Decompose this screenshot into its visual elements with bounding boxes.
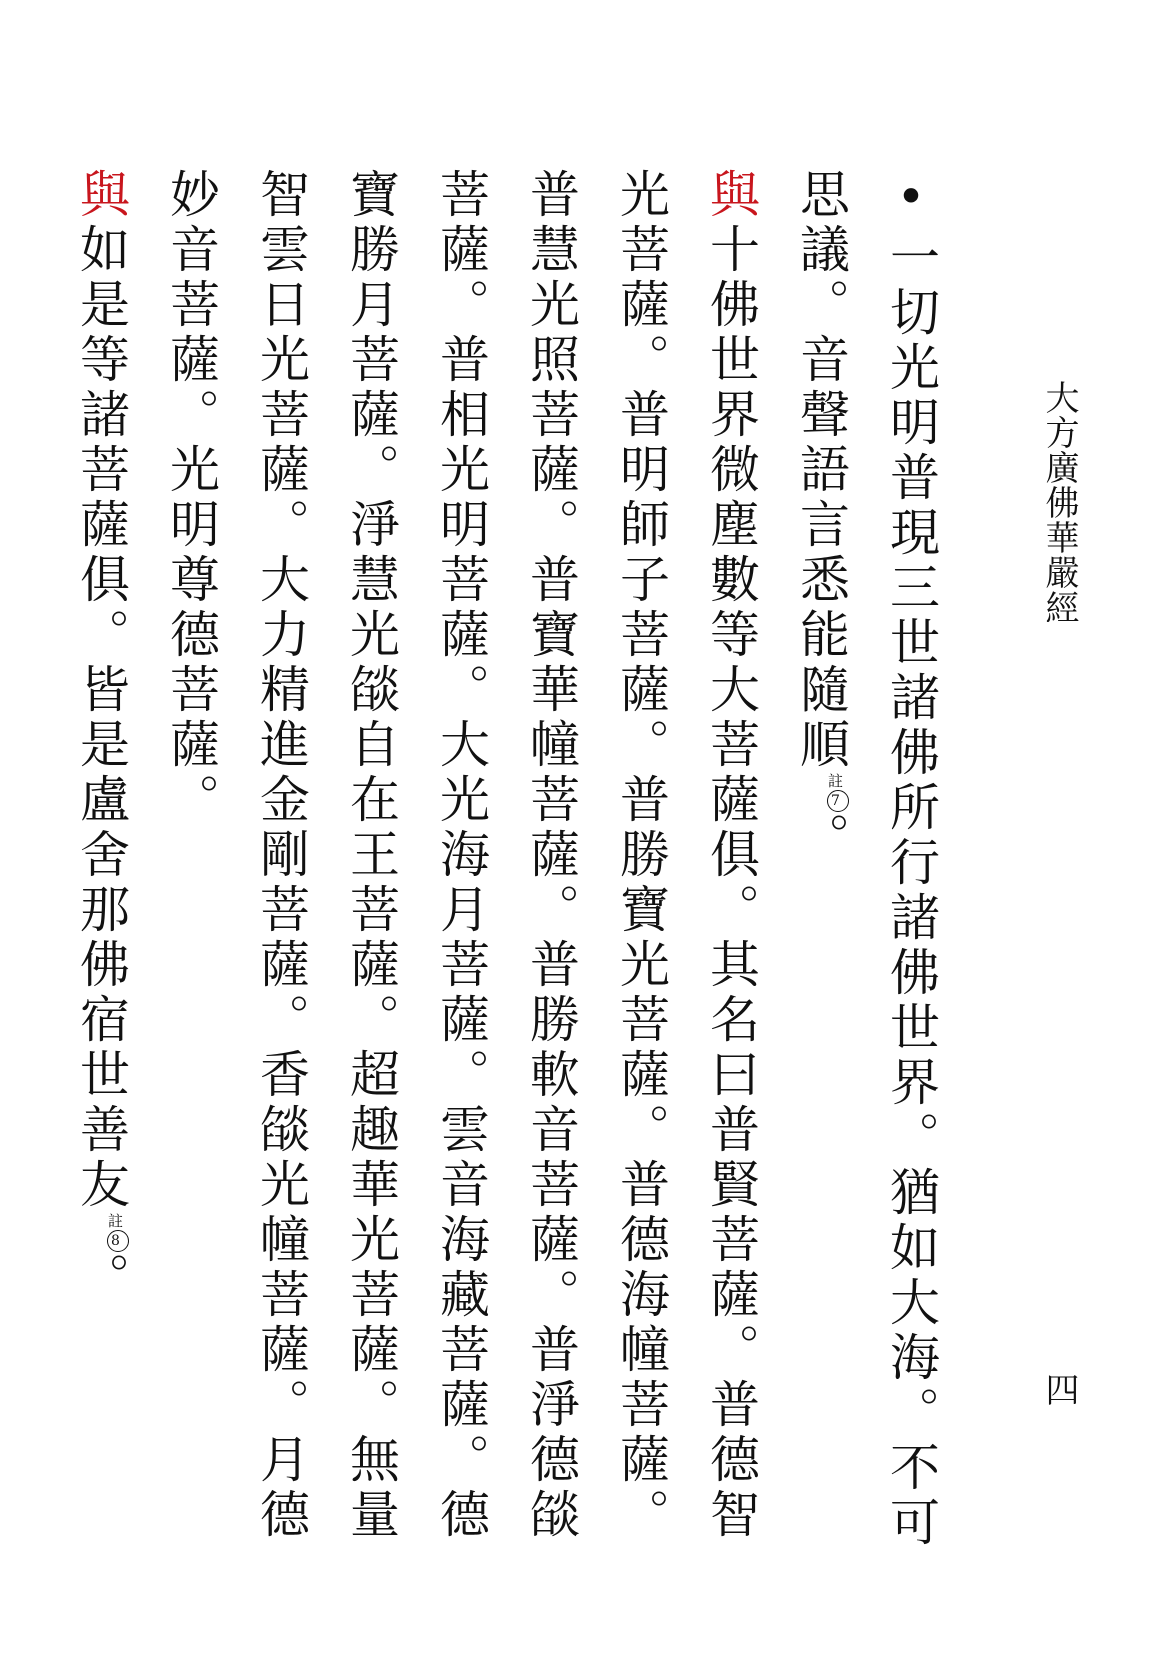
column-6-text: 菩薩。普相光明菩薩。大光海月菩薩。雲音海藏菩薩。德 — [432, 168, 490, 1543]
note-8-number: 8 — [107, 1230, 129, 1252]
text-column-3 — [702, 168, 760, 1543]
column-2-tail: 。 — [792, 812, 850, 867]
text-column-1 — [882, 168, 940, 1551]
note-8-marker — [104, 1213, 132, 1252]
note-7-marker — [824, 773, 852, 812]
column-10-tail: 。 — [72, 1252, 130, 1307]
column-4-text: 光菩薩。普明師子菩薩。普勝寶光菩薩。普德海幢菩薩。 — [612, 168, 670, 1543]
page-number: 四 — [1039, 1372, 1079, 1406]
text-column-5 — [522, 168, 580, 1543]
note-7-number: 7 — [827, 790, 849, 812]
running-title: 大方廣佛華嚴經 — [1039, 380, 1079, 625]
highlight-char-2: 與 — [72, 168, 130, 223]
text-column-10 — [72, 168, 130, 1307]
text-column-6 — [432, 168, 490, 1543]
text-column-9 — [162, 168, 220, 828]
highlight-char-1: 與 — [702, 168, 760, 223]
column-5-text: 普慧光照菩薩。普寶華幢菩薩。普勝軟音菩薩。普淨德燄 — [522, 168, 580, 1543]
note-7-label: 註 — [827, 772, 848, 790]
text-column-2 — [792, 168, 850, 867]
column-10-text: 如是等諸菩薩俱。皆是盧舍那佛宿世善友 — [72, 223, 130, 1213]
column-1-text: •一切光明普現三世諸佛所行諸佛世界。猶如大海。不可 — [882, 168, 940, 1551]
text-column-7 — [342, 168, 400, 1543]
column-8-text: 智雲日光菩薩。大力精進金剛菩薩。香燄光幢菩薩。月德 — [252, 168, 310, 1543]
column-2-text: 思議。音聲語言悉能隨順 — [792, 168, 850, 773]
column-7-text: 寶勝月菩薩。淨慧光燄自在王菩薩。超趣華光菩薩。無量 — [342, 168, 400, 1543]
note-8-label: 註 — [107, 1212, 128, 1230]
text-column-8 — [252, 168, 310, 1543]
text-column-4 — [612, 168, 670, 1543]
column-9-text: 妙音菩薩。光明尊德菩薩。 — [162, 168, 220, 828]
column-3-text: 十佛世界微塵數等大菩薩俱。其名曰普賢菩薩。普德智 — [702, 223, 760, 1543]
